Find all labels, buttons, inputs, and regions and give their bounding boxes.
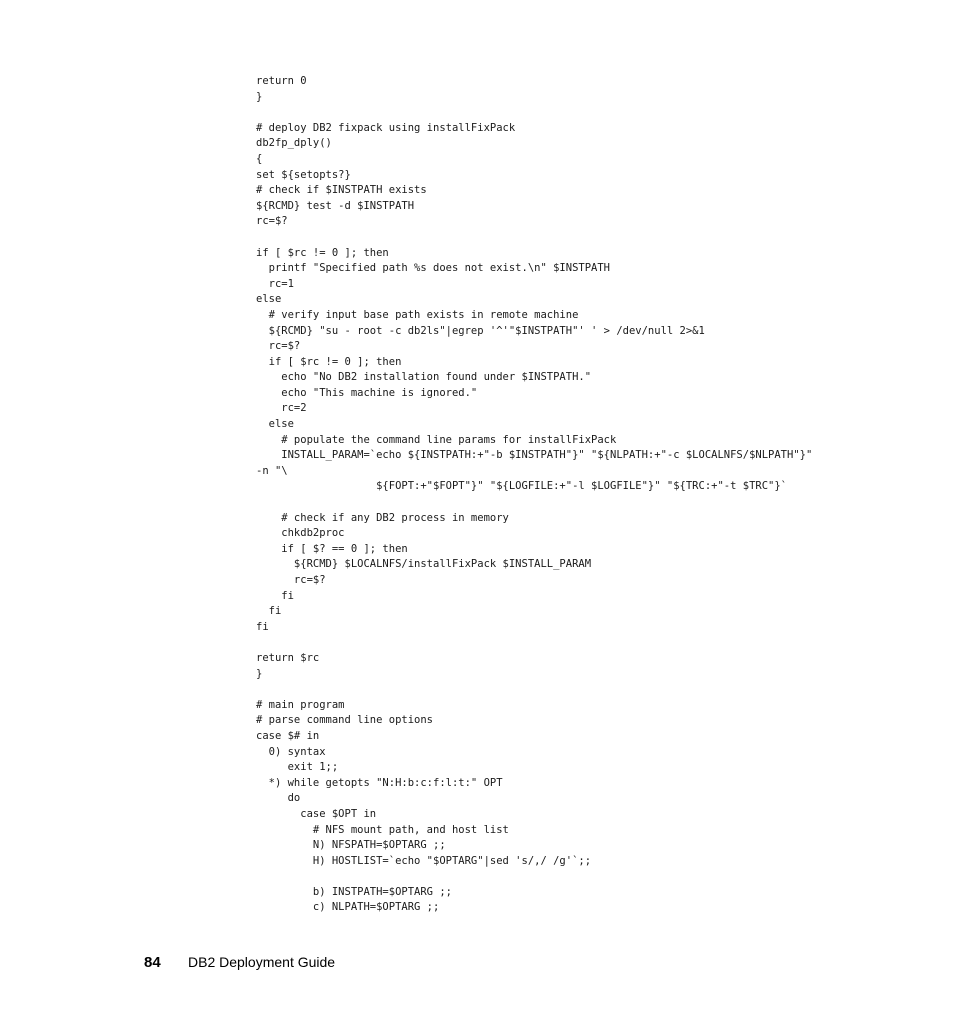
code-line: fi (256, 620, 269, 633)
code-line: rc=1 (256, 277, 294, 290)
code-line: -n "\ (256, 464, 288, 477)
code-line: case $OPT in (256, 807, 377, 820)
code-line: rc=2 (256, 402, 307, 415)
code-listing (256, 74, 812, 916)
running-title: DB2 Deployment Guide (188, 954, 336, 970)
code-line: b) INSTPATH=$OPTARG ;; (256, 885, 452, 898)
code-line: set ${setopts?} (256, 168, 351, 181)
code-line: rc=$? (256, 340, 301, 353)
code-line: ${FOPT:+"$FOPT"}" "${LOGFILE:+"-l $LOGFILE"}" "${TRC:+"-t $TRC"}` (256, 480, 788, 493)
code-line: else (256, 293, 282, 306)
code-line: ${RCMD} test -d $INSTPATH (256, 199, 415, 212)
code-line: if [ $rc != 0 ]; then (256, 355, 402, 368)
code-line: # populate the command line params for installFixPack (256, 433, 617, 446)
page-number: 84 (144, 954, 161, 971)
code-line: printf "Specified path %s does not exist.\n" $INSTPATH (256, 262, 611, 275)
code-line: else (256, 418, 294, 431)
code-line: if [ $rc != 0 ]; then (256, 246, 389, 259)
code-line: c) NLPATH=$OPTARG ;; (256, 901, 440, 914)
code-line: # verify input base path exists in remote machine (256, 308, 579, 321)
code-line: echo "No DB2 installation found under $INSTPATH." (256, 371, 592, 384)
code-line: 0) syntax (256, 745, 326, 758)
code-line (256, 105, 812, 121)
code-line: # check if any DB2 process in memory (256, 511, 509, 524)
code-line (256, 869, 812, 885)
code-line (256, 495, 812, 511)
code-line: fi (256, 589, 294, 602)
code-line: rc=$? (256, 574, 326, 586)
code-line: chkdb2proc (256, 527, 345, 540)
code-line: rc=$? (256, 215, 288, 228)
code-line: return 0 (256, 75, 307, 87)
code-line: INSTALL_PARAM=`echo ${INSTPATH:+"-b $INSTPATH"}" "${NLPATH:+"-c $LOCALNFS/$NLPATH"}" (256, 449, 813, 462)
code-line: { (256, 152, 263, 165)
code-line (256, 682, 812, 698)
code-line: return $rc (256, 651, 320, 664)
code-line: ${RCMD} "su - root -c db2ls"|egrep '^'"$INSTPATH"' ' > /dev/null 2>&1 (256, 324, 705, 337)
code-line: echo "This machine is ignored." (256, 386, 478, 399)
code-line: # check if $INSTPATH exists (256, 184, 427, 197)
code-line: # NFS mount path, and host list (256, 823, 509, 836)
code-line: # deploy DB2 fixpack using installFixPack (256, 121, 516, 134)
code-line (256, 230, 812, 246)
code-line (256, 635, 812, 651)
code-line: case $# in (256, 729, 320, 742)
code-line: db2fp_dply() (256, 137, 332, 150)
code-line: exit 1;; (256, 761, 339, 774)
code-line: # main program (256, 698, 345, 711)
code-line: *) while getopts "N:H:b:c:f:l:t:" OPT (256, 776, 503, 789)
code-line: # parse command line options (256, 714, 434, 727)
code-line: H) HOSTLIST=`echo "$OPTARG"|sed 's/,/ /g'`;; (256, 854, 592, 867)
code-line: if [ $? == 0 ]; then (256, 542, 408, 555)
code-line: } (256, 667, 263, 680)
code-line: do (256, 792, 301, 805)
code-line: N) NFSPATH=$OPTARG ;; (256, 839, 446, 852)
code-line: ${RCMD} $LOCALNFS/installFixPack $INSTALL_PARAM (256, 558, 592, 571)
code-line: } (256, 90, 263, 103)
code-line: fi (256, 605, 282, 618)
page-footer (144, 954, 335, 971)
